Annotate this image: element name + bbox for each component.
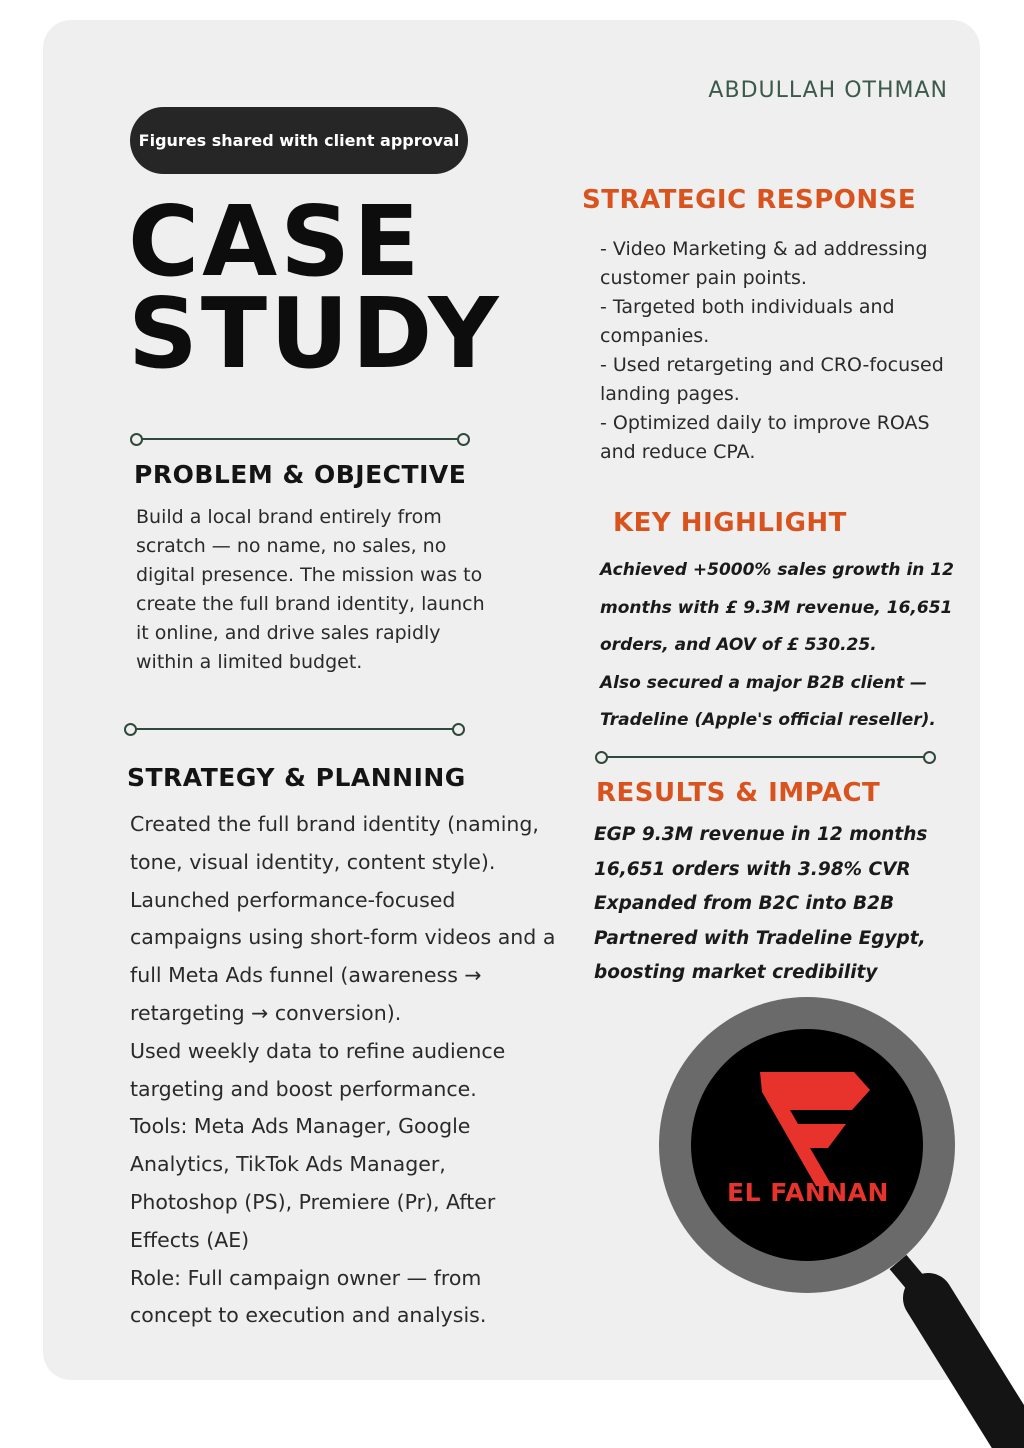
magnifier-icon bbox=[640, 980, 1024, 1448]
highlight-paragraph: Achieved +5000% sales growth in 12 months with £ 9.3M revenue, 16,651 orders, and AOV of £ 530.25. bbox=[600, 560, 954, 655]
response-item: - Used retargeting and CRO-focused landing pages. bbox=[600, 354, 944, 405]
result-item: Expanded from B2C into B2B bbox=[594, 893, 895, 914]
approval-badge: Figures shared with client approval bbox=[130, 107, 468, 174]
problem-heading: PROBLEM & OBJECTIVE bbox=[134, 460, 467, 489]
title-line-2: STUDY bbox=[128, 277, 502, 390]
response-item: - Targeted both individuals and companies. bbox=[600, 296, 895, 347]
response-item: - Video Marketing & ad addressing customer pain points. bbox=[600, 238, 928, 289]
strategic-response-heading: STRATEGIC RESPONSE bbox=[582, 185, 917, 215]
key-highlight-heading: KEY HIGHLIGHT bbox=[613, 508, 847, 538]
strategic-response-list bbox=[600, 235, 970, 467]
strategy-item: Role: Full campaign owner — from concept to execution and analysis. bbox=[130, 1265, 487, 1328]
title-line-1: CASE bbox=[128, 185, 423, 298]
strategy-item: Used weekly data to refine audience targeting and boost performance. bbox=[130, 1038, 506, 1101]
result-item: Partnered with Tradeline Egypt, boosting market credibility bbox=[594, 927, 926, 983]
key-highlight-text bbox=[600, 552, 970, 740]
section-divider bbox=[130, 433, 470, 445]
result-item: EGP 9.3M revenue in 12 months bbox=[594, 824, 928, 845]
strategy-list bbox=[130, 806, 560, 1335]
strategy-item: Launched performance-focused campaigns using short-form videos and a full Meta Ads funnel (awareness → retargeting → conversion). bbox=[130, 887, 556, 1025]
results-list bbox=[594, 818, 964, 991]
strategy-item: Created the full brand identity (naming, tone, visual identity, content style). bbox=[130, 812, 539, 874]
results-heading: RESULTS & IMPACT bbox=[596, 778, 881, 808]
strategy-heading: STRATEGY & PLANNING bbox=[127, 763, 466, 792]
section-divider bbox=[595, 751, 936, 763]
strategy-item: Tools: Meta Ads Manager, Google Analytics, TikTok Ads Manager, Photoshop (PS), Premiere (Pr), After Effects (AE) bbox=[130, 1114, 496, 1252]
magnifier-handle bbox=[898, 1262, 1020, 1446]
section-divider bbox=[124, 723, 465, 735]
highlight-paragraph: Also secured a major B2B client — Tradeline (Apple's official reseller). bbox=[600, 672, 936, 730]
page-title bbox=[128, 185, 502, 390]
problem-text: Build a local brand entirely from scratch — no name, no sales, no digital presence. The mission was to create the full brand identity, launch it online, and drive sales rapidly within a limited budget. bbox=[136, 506, 485, 673]
brand-name: EL FANNAN bbox=[727, 1178, 889, 1207]
response-item: - Optimized daily to improve ROAS and reduce CPA. bbox=[600, 412, 930, 463]
author-name: ABDULLAH OTHMAN bbox=[708, 78, 948, 103]
result-item: 16,651 orders with 3.98% CVR bbox=[594, 858, 911, 880]
